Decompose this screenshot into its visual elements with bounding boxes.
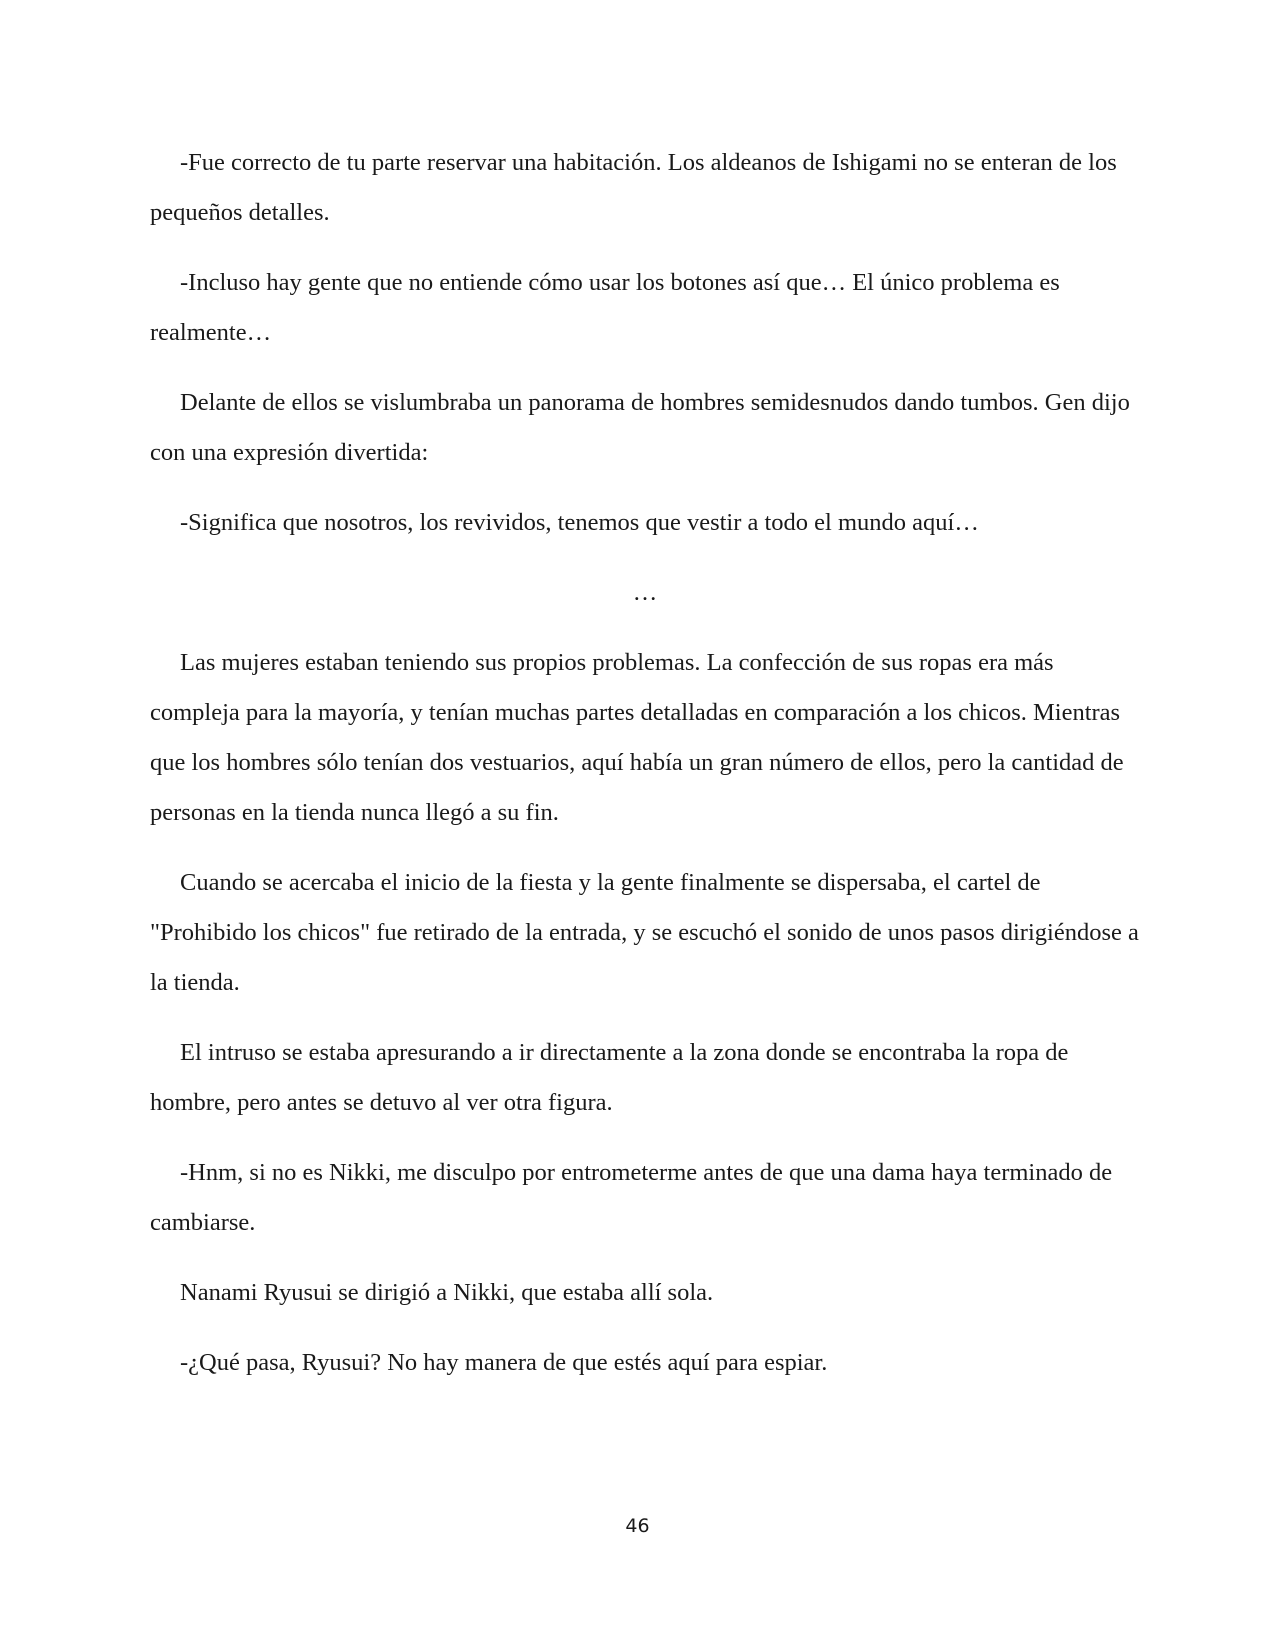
page-number: 46 xyxy=(625,1515,650,1537)
paragraph: -Significa que nosotros, los revividos, tenemos que vestir a todo el mundo aquí… xyxy=(180,509,979,536)
paragraph: Nanami Ryusui se dirigió a Nikki, que estaba allí sola. xyxy=(180,1279,714,1306)
scene-break: … xyxy=(632,579,658,606)
paragraph: -Fue correcto de tu parte reservar una habitación. Los aldeanos de Ishigami no se enteran de los pequeños detalles. xyxy=(150,149,1117,226)
paragraph: El intruso se estaba apresurando a ir directamente a la zona donde se encontraba la ropa de hombre, pero antes se detuvo al ver otra figura. xyxy=(150,1039,1069,1116)
paragraph: -Hnm, si no es Nikki, me disculpo por entrometerme antes de que una dama haya terminado de cambiarse. xyxy=(150,1159,1113,1236)
paragraph: -¿Qué pasa, Ryusui? No hay manera de que estés aquí para espiar. xyxy=(180,1349,828,1376)
paragraph: Delante de ellos se vislumbraba un panorama de hombres semidesnudos dando tumbos. Gen dijo con una expresión divertida: xyxy=(150,389,1130,466)
text-body xyxy=(150,138,1140,1408)
paragraph: -Incluso hay gente que no entiende cómo usar los botones así que… El único problema es realmente… xyxy=(150,269,1060,346)
paragraph: Cuando se acercaba el inicio de la fiesta y la gente finalmente se dispersaba, el cartel de "Prohibido los chicos" fue retirado de la entrada, y se escuchó el sonido de unos pasos dirigiéndose a la tienda. xyxy=(150,869,1139,996)
paragraph: Las mujeres estaban teniendo sus propios problemas. La confección de sus ropas era más compleja para la mayoría, y tenían muchas partes detalladas en comparación a los chicos. Mientras que los hombres sólo tenían dos vestuarios, aquí había un gran número de ellos, pero la cantidad de personas en la tienda nunca llegó a su fin. xyxy=(150,649,1124,826)
